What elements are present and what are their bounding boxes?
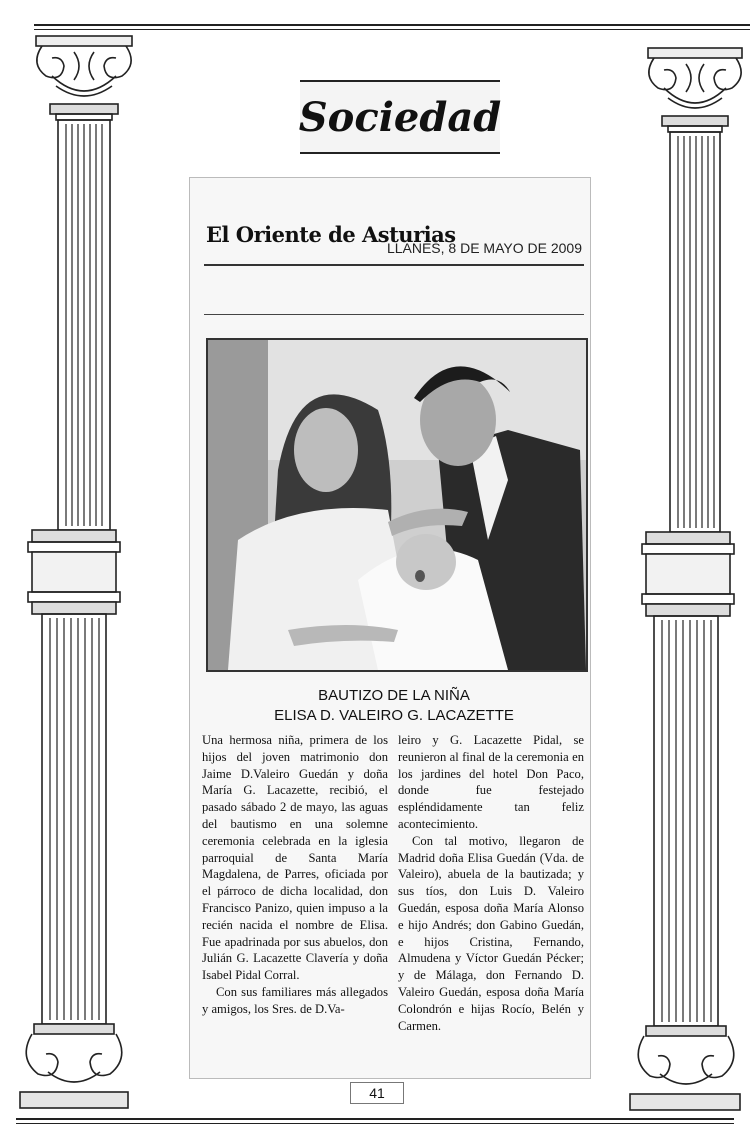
frame-bottom-line-inner (16, 1123, 734, 1124)
article-headline (200, 686, 588, 726)
masthead-rule (204, 314, 584, 315)
left-column-ornament (12, 32, 136, 1118)
article-column-right (398, 732, 584, 1034)
article-paragraph: Con tal motivo, llegaron de Madrid doña Elisa Guedán (Vda. de Valeiro), abuela de la bautizada; y sus tíos, don Luis D. Valeiro Guedán, esposa doña María Alonso e hijo Andrés; don Gabino Guedán, e hijos Cristina, Fernando, Almudena y Víctor Guedán Pécker; y de Málaga, don Fernando D. Valeiro Guedán, esposa doña María Colondrón e hijas Rocío, Belén y Carmen. (398, 833, 584, 1033)
masthead (204, 218, 584, 266)
newspaper-clipping (190, 178, 590, 1078)
right-column-ornament (620, 44, 746, 1118)
article-column-left (202, 732, 388, 1018)
baptism-photo-illustration (208, 340, 586, 670)
headline-line-2: ELISA D. VALEIRO G. LACAZETTE (274, 707, 514, 724)
section-header (300, 80, 500, 154)
article-paragraph: Con sus familiares más allegados y amigos, los Sres. de D.Va- (202, 984, 388, 1016)
section-title: Sociedad (298, 93, 502, 141)
frame-top-line (34, 24, 750, 26)
article-paragraph: Una hermosa niña, primera de los hijos del joven matrimonio don Jaime D.Valeiro Guedán y doña María G. Lacazette, recibió, el pasado sábado 2 de mayo, las aguas del bautismo en una solemne ceremonia celebrada en la iglesia parroquial de Santa María Magdalena, de Parres, oficiada por el párroco de dicha localidad, don Francisco Panizo, quien impuso a la recién nacida el nombre de Elisa. Fue apadrinada por sus abuelos, don Julián G. Lacazette Clavería y doña Isabel Pidal Corral. (202, 733, 388, 983)
dateline: LLANES, 8 DE MAYO DE 2009 (386, 240, 582, 256)
baptism-photo (206, 338, 588, 672)
frame-top-line-inner (34, 29, 750, 30)
frame-bottom-line (16, 1118, 734, 1120)
article-paragraph: leiro y G. Lacazette Pidal, se reunieron al final de la ceremonia en los jardines del hotel Don Paco, donde fue festejado espléndidamente tan feliz acontecimiento. (398, 733, 584, 831)
page-number: 41 (350, 1082, 404, 1104)
headline-line-1: BAUTIZO DE LA NIÑA (318, 687, 470, 704)
newspaper-name: El Oriente de Asturias (206, 222, 456, 247)
